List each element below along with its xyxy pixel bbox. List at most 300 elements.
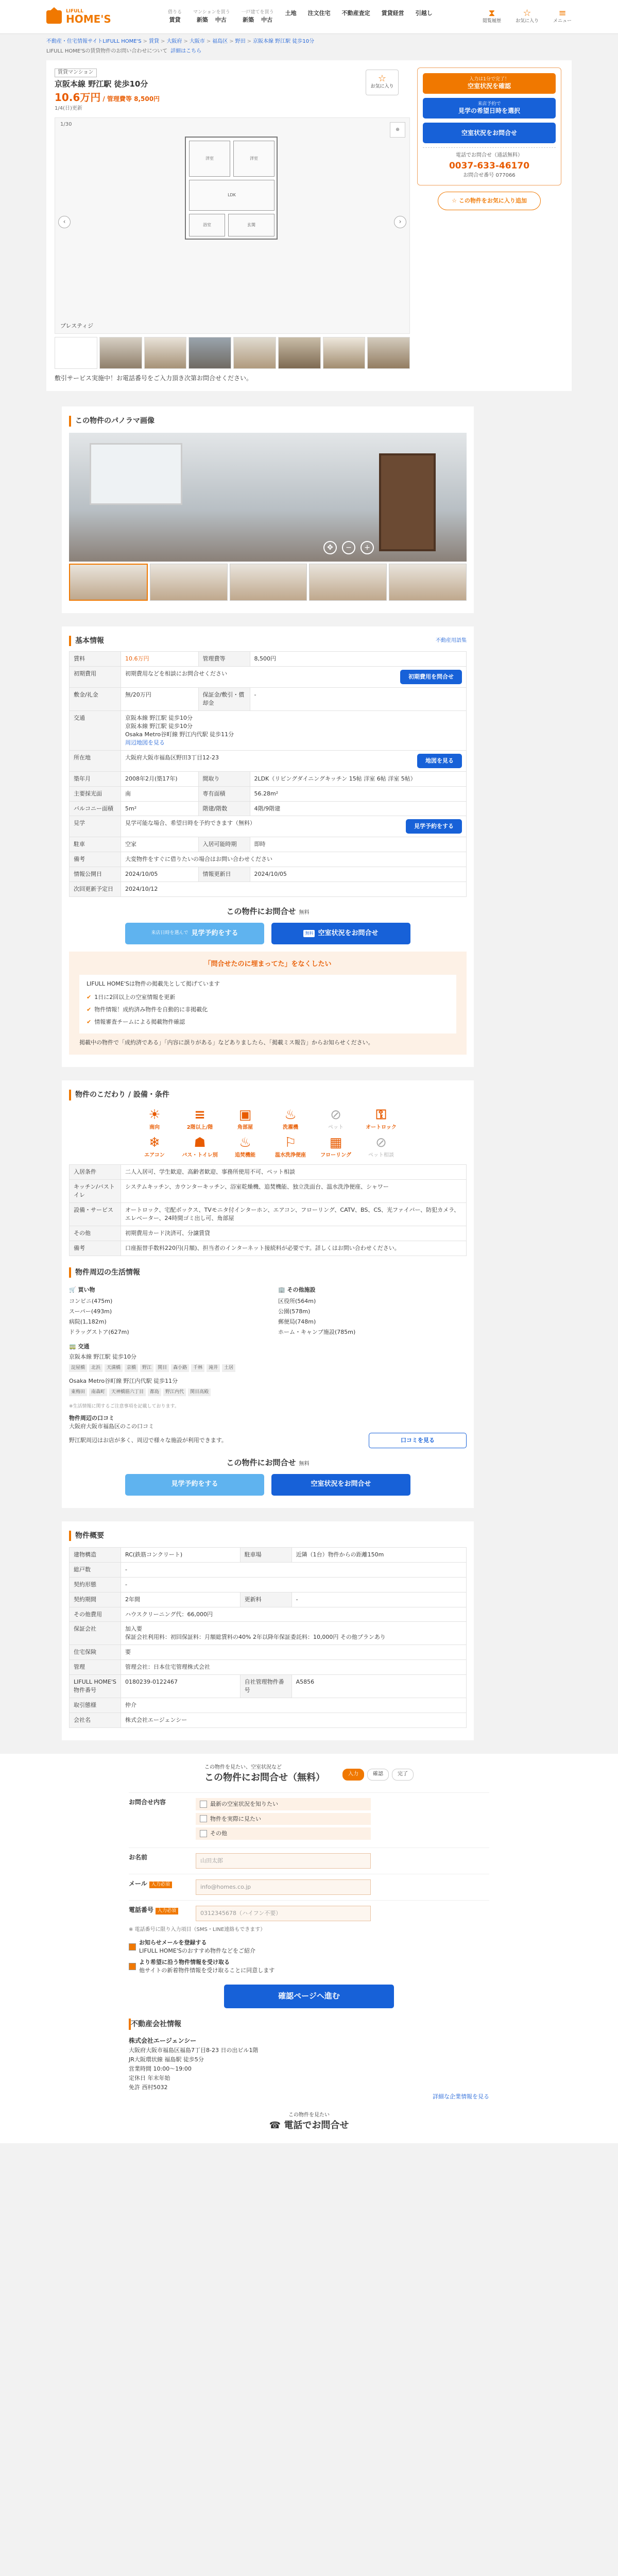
station-tag: 千林 (191, 1364, 204, 1372)
inquiry-checkbox[interactable] (196, 1798, 371, 1810)
feature-item (363, 1107, 399, 1131)
vacancy-inquiry-button[interactable] (271, 923, 410, 944)
btn-label: 空室状況をお問合せ (318, 929, 379, 937)
nav-link[interactable]: 中古 (215, 16, 227, 24)
checkbox-icon[interactable] (200, 1801, 207, 1808)
panorama-thumbnails (69, 564, 467, 601)
feature-icon: ≡ (194, 1107, 205, 1123)
row-label: 入居可能時期 (198, 837, 250, 852)
table-row (70, 771, 467, 786)
row-value (121, 1645, 467, 1660)
row-label: 契約期間 (70, 1592, 121, 1607)
row-value-text: オートロック、宅配ボックス、TVモニタ付インターホン、エアコン、フローリング、CATV、BS、CS、光ファイバー、防犯カメラ、エレベーター、24時間ゴミ出し可、角部屋 (125, 1207, 460, 1222)
inquiry-cta (69, 1458, 467, 1496)
inquiry-sidebar (417, 67, 561, 210)
thumbnail[interactable] (188, 337, 231, 369)
table-row (70, 1660, 467, 1675)
station-tag: 京橋 (125, 1364, 138, 1372)
field-label: お名前 (129, 1854, 148, 1861)
row-value (291, 1675, 466, 1698)
photo-gallery[interactable] (55, 117, 410, 334)
table-row (70, 867, 467, 882)
feature-icon: ⊘ (375, 1135, 387, 1151)
row-value (250, 867, 466, 882)
field-label: メール (129, 1880, 147, 1888)
row-action-button[interactable]: 見学予約をする (406, 819, 462, 834)
inquiry-checkbox[interactable] (196, 1813, 371, 1825)
row-value-text: 管理会社：日本住宅管理株式会社 (125, 1664, 210, 1671)
confirm-button[interactable] (224, 1985, 394, 2008)
table-row (70, 1592, 467, 1607)
glossary-link[interactable]: 不動産用語集 (436, 637, 467, 643)
field-label: お問合せ内容 (129, 1798, 166, 1806)
row-value (121, 1180, 467, 1203)
table-row (70, 1645, 467, 1660)
check-vacancy-button[interactable] (423, 73, 556, 94)
breadcrumb-link[interactable]: 大阪府 (166, 39, 182, 44)
btn-label: 空室状況をお問合せ (461, 129, 517, 137)
inquiry-form (0, 1754, 618, 2143)
step: 入力 (342, 1769, 364, 1781)
nav-link[interactable]: 土地 (285, 10, 297, 16)
thumbnail[interactable] (389, 564, 467, 601)
tip-item: ✔ 情報審査チームによる掲載物件確認 (87, 1016, 449, 1028)
row-value-text: 仲介 (125, 1702, 136, 1709)
nav-group (168, 9, 182, 24)
row-value-text: 8,500円 (254, 655, 277, 663)
form-note: ※ 電話番号に限り入力項目（SMS・LINE連絡もできます） (129, 1927, 266, 1933)
station-tags (69, 1387, 467, 1399)
facility-item: ドラッグストア(627m) (69, 1328, 129, 1335)
tip-heading: 「問合せたのに埋まってた」をなくしたい (204, 960, 332, 968)
reliability-notice (69, 952, 467, 1055)
row-label: 契約形態 (70, 1577, 121, 1592)
panorama-viewer[interactable] (69, 433, 467, 562)
row-value-text: RC(鉄筋コンクリート) (125, 1551, 183, 1558)
company-hours: 営業時間 10:00～19:00 (129, 2065, 192, 2073)
name-input[interactable]: 山田太郎 (196, 1853, 371, 1869)
facility-item: スーパー(493m) (69, 1308, 112, 1315)
btn-sub: 来店予約で (477, 101, 501, 107)
features-table (69, 1164, 467, 1256)
row-value (121, 1607, 467, 1622)
facility-item: 区役所(564m) (278, 1298, 316, 1305)
basic-info-section (62, 626, 474, 1067)
row-label: 次回更新予定日 (70, 882, 121, 897)
thumbnail[interactable] (367, 337, 410, 369)
nav-link[interactable]: 賃貸経営 (381, 10, 404, 16)
floor-plan-image (185, 137, 278, 240)
btn-label: 見学予約をする (171, 1480, 218, 1488)
table-row (70, 1607, 467, 1622)
row-label: 間取り (198, 771, 250, 786)
station-tags (69, 1363, 467, 1375)
row-label: 総戸数 (70, 1562, 121, 1577)
thumbnail[interactable] (230, 564, 307, 601)
checkbox-icon[interactable] (200, 1815, 207, 1822)
row-label: その他 (70, 1226, 121, 1241)
table-row (70, 801, 467, 816)
inquiry-checkbox[interactable] (196, 1827, 371, 1840)
thumbnail[interactable] (323, 337, 366, 369)
phone-title (129, 2119, 489, 2132)
panorama-controls (323, 541, 374, 554)
phone-title-text: 電話でお問合せ (284, 2120, 349, 2131)
move-icon[interactable]: ✥ (323, 541, 337, 554)
table-row (70, 816, 467, 837)
row-label: 所在地 (70, 750, 121, 771)
phone-section (129, 2112, 489, 2133)
breadcrumb-link[interactable]: 野田 (235, 39, 246, 44)
nav-link[interactable]: 中古 (261, 16, 273, 24)
row-value (121, 652, 199, 667)
row-label: 備考 (70, 852, 121, 867)
global-nav (168, 9, 433, 24)
shopping-list (69, 1296, 258, 1337)
checkbox-label: 最新の空室状況を知りたい (210, 1800, 278, 1807)
table-row (70, 1577, 467, 1592)
breadcrumb-link[interactable]: 大阪市 (189, 39, 205, 44)
rent-value: 10.6万円 (55, 91, 101, 104)
breadcrumb-separator: > (183, 39, 188, 44)
section-title: 基本情報 (69, 636, 104, 646)
feature-item (136, 1134, 173, 1159)
row-value (250, 786, 466, 801)
tip-intro: LIFULL HOME'Sは物件の掲載先として掲げています (87, 980, 220, 987)
feature-icon: ☀ (148, 1107, 161, 1123)
station-tag: 森小路 (171, 1364, 189, 1372)
row-value-text: 2024/10/05 (125, 871, 158, 878)
field-label: 電話番号 (129, 1906, 154, 1914)
building-icon: 🏢 (278, 1286, 287, 1294)
updated-date: 1/4(日)更新 (55, 105, 82, 111)
feature-icon: ♨ (239, 1135, 251, 1151)
form-options (129, 1937, 489, 1976)
row-value-text: 近隣（1台）物件からの距離150m (296, 1551, 384, 1558)
table-row (70, 786, 467, 801)
tel-caption: 電話でお問合せ（通話無料） (456, 152, 523, 158)
nav-link[interactable]: 新築 (243, 16, 254, 24)
row-action-button[interactable]: 初期費用を問合せ (400, 670, 462, 684)
feature-icon: ☗ (194, 1135, 206, 1151)
station-tag: 土居 (222, 1364, 235, 1372)
category-label: 買い物 (78, 1286, 95, 1294)
form-steps (342, 1769, 414, 1781)
panorama-section (62, 406, 474, 613)
nav-link[interactable]: 賃貸 (169, 16, 181, 24)
row-value (121, 1698, 467, 1713)
gallery-prev-button[interactable] (58, 216, 71, 228)
breadcrumb-separator: > (161, 39, 165, 44)
review-text: 野江駅周辺はお店が多く、周辺で様々な施設が利用できます。 (69, 1436, 227, 1444)
option-more-info[interactable] (129, 1957, 489, 1976)
btn-label: 見学の希望日時を選択 (458, 107, 520, 115)
table-row (70, 1180, 467, 1203)
row-value (121, 852, 467, 867)
row-value-text: 2LDK（リビングダイニングキッチン 15帖 洋室 6帖 洋室 5帖） (254, 775, 416, 782)
option-label: お知らせメールを登録する (139, 1939, 207, 1946)
nav-row (342, 9, 370, 18)
row-value-text: ハウスクリーニング代：66,000円 (125, 1611, 213, 1618)
thumbnail[interactable] (309, 564, 387, 601)
room-label: 洋室 (233, 141, 274, 177)
zoom-in-icon[interactable]: + (360, 541, 374, 554)
row-label: 見学 (70, 816, 121, 837)
notice-link[interactable]: 詳細はこちら (170, 48, 202, 54)
transit-line: Osaka Metro谷町線 野江内代駅 徒歩11分 (69, 1377, 178, 1384)
cta-free: 無料 (299, 910, 310, 916)
row-value (121, 1547, 241, 1562)
outline-section (62, 1521, 474, 1740)
review-title: 物件周辺の口コミ (69, 1414, 114, 1421)
row-label: 敷金/礼金 (70, 688, 121, 711)
breadcrumb-link[interactable]: 賃貸 (149, 39, 160, 44)
facility-item: 病院(1,182m) (69, 1318, 107, 1326)
row-value-text: - (296, 1596, 298, 1603)
btn-label: 見学予約をする (191, 929, 238, 937)
add-favorite-button[interactable] (438, 192, 541, 210)
facility-item: ホーム・キャンプ施設(785m) (278, 1328, 356, 1335)
facility-item: 公園(578m) (278, 1308, 311, 1315)
row-value (250, 801, 466, 816)
row-value-text: 無/20万円 (125, 691, 151, 699)
row-value (121, 1592, 241, 1607)
section-title: 物件周辺の生活情報 (69, 1267, 467, 1278)
nav-row (308, 9, 331, 18)
nav-link[interactable]: 引越し (415, 10, 433, 16)
cta-title: この物件にお問合せ (226, 1458, 296, 1467)
vacancy-inquiry-button[interactable] (271, 1474, 410, 1496)
photo-caption: プレスティジ (60, 323, 94, 330)
company-info (129, 2019, 489, 2102)
feature-item (272, 1134, 308, 1159)
section-title: 不動産会社情報 (129, 2019, 489, 2030)
vacancy-inquiry-button[interactable] (423, 123, 556, 143)
breadcrumb-link[interactable]: 福島区 (212, 39, 228, 44)
row-value-text: 株式会社エージェンシー (125, 1717, 187, 1724)
row-label: 備考 (70, 1241, 121, 1256)
row-value-text: - (125, 1581, 127, 1588)
form-title: この物件にお問合せ（無料） (204, 1772, 325, 1784)
feature-label: バス・トイレ別 (182, 1152, 218, 1158)
phone-input[interactable]: 0312345678（ハイフン不要） (196, 1906, 371, 1921)
site-logo[interactable] (46, 9, 154, 24)
row-label: 保証会社 (70, 1622, 121, 1645)
row-value-text: 56.28m² (254, 790, 279, 797)
thumbnail[interactable] (150, 564, 228, 601)
property-summary (46, 60, 572, 391)
header-icon-button[interactable] (516, 9, 539, 25)
inquiry-cta (69, 906, 467, 944)
row-label: LIFULL HOME'S物件番号 (70, 1675, 121, 1698)
row-value-text: - (125, 1566, 127, 1573)
breadcrumb (46, 34, 572, 46)
nav-link[interactable]: 不動産査定 (341, 10, 370, 16)
required-badge: 入力必須 (149, 1882, 172, 1888)
nav-group (382, 9, 404, 24)
station-tag: 天神橋筋六丁目 (109, 1388, 146, 1396)
table-row (70, 710, 467, 750)
row-value (121, 867, 199, 882)
station-tag: 関目高殿 (188, 1388, 211, 1396)
row-value (121, 816, 467, 837)
thumbnail[interactable] (99, 337, 142, 369)
row-value (121, 710, 467, 750)
breadcrumb-separator: > (206, 39, 211, 44)
thumbnail[interactable] (233, 337, 276, 369)
company-address: 大阪府大阪市福島区福島7丁目8-23 日の出ビル1階 (129, 2047, 259, 2054)
station-tag: 滝井 (207, 1364, 220, 1372)
thumbnail[interactable] (69, 564, 148, 601)
transit-title: 交通 (78, 1343, 90, 1350)
row-value (121, 750, 467, 771)
row-value-text: 2年間 (125, 1596, 140, 1603)
thumbnail[interactable] (144, 337, 187, 369)
header-icon: ≡ (558, 7, 566, 19)
breadcrumb-separator: > (229, 39, 234, 44)
see-reviews-button[interactable] (369, 1433, 467, 1448)
nav-link[interactable]: 注文住宅 (307, 10, 331, 16)
table-row (70, 882, 467, 897)
visit-schedule-button[interactable] (423, 98, 556, 118)
zoom-button[interactable] (390, 122, 405, 138)
row-value (121, 771, 199, 786)
visit-reserve-button[interactable] (125, 923, 264, 944)
table-row (70, 750, 467, 771)
property-type-tag: 賃貸マンション (55, 69, 97, 77)
favorite-button[interactable] (366, 70, 399, 95)
option-newsletter[interactable] (129, 1937, 489, 1957)
life-info (69, 1284, 467, 1337)
company-detail-link[interactable]: 詳細な企業情報を見る (433, 2093, 489, 2100)
table-row (70, 1241, 467, 1256)
panorama-door (379, 453, 436, 551)
step: 完了 (392, 1769, 414, 1781)
table-row (70, 1165, 467, 1180)
row-value (291, 1592, 466, 1607)
header-icon-button[interactable] (553, 9, 572, 25)
feature-label: ペット相談 (368, 1152, 394, 1158)
breadcrumb-link[interactable]: 京阪本線 野江駅 徒歩10分 (253, 39, 315, 44)
row-value-text: 初期費用カード決済可、分譲賃貸 (125, 1230, 210, 1237)
room-label: LDK (189, 180, 274, 211)
section-title: 物件のこだわり / 設備・条件 (69, 1090, 467, 1100)
facility-item: 郵便局(748m) (278, 1318, 316, 1326)
feature-item (182, 1134, 218, 1159)
feature-icon: ♨ (284, 1107, 297, 1123)
nav-row (169, 16, 181, 24)
feature-label: 2階以上/階 (186, 1124, 213, 1130)
room-label: 玄関 (228, 214, 274, 236)
promo-text: 敷引サービス実施中！お電話番号をご入力頂き次第お問合せください。 (55, 375, 253, 382)
row-value (121, 1660, 467, 1675)
header-icon-button[interactable] (483, 9, 501, 25)
checkbox-icon[interactable] (200, 1830, 207, 1837)
visit-reserve-button[interactable] (125, 1474, 264, 1496)
row-label: 情報公開日 (70, 867, 121, 882)
feature-icon: ⚐ (284, 1135, 297, 1151)
feature-item (318, 1107, 354, 1131)
checkbox-checked-icon[interactable] (129, 1943, 136, 1951)
company-holiday: 定休日 年末年始 (129, 2075, 170, 2082)
row-label: バルコニー面積 (70, 801, 121, 816)
row-value-text: 大変物件をすぐに借りたいの場合はお問い合わせください (125, 856, 272, 863)
row-value (121, 882, 467, 897)
cta-free: 無料 (299, 1461, 310, 1467)
row-label: 交通 (70, 710, 121, 750)
row-label: 会社名 (70, 1713, 121, 1728)
row-value (121, 1622, 467, 1645)
row-label: 管理費等 (198, 652, 250, 667)
gallery-next-button[interactable] (394, 216, 406, 228)
nav-link[interactable]: 新築 (196, 16, 208, 24)
form-header (129, 1764, 489, 1785)
row-label: 建物構造 (70, 1547, 121, 1562)
nav-row (285, 9, 297, 18)
row-value-text: A5856 (296, 1679, 315, 1686)
row-label: 管理 (70, 1660, 121, 1675)
row-value-text: 0180239-0122467 (125, 1679, 178, 1686)
site-header (0, 0, 618, 34)
nav-row (243, 16, 272, 24)
btn-label: 口コミを見る (401, 1436, 435, 1444)
basic-info-table (69, 651, 467, 897)
thumbnail[interactable] (55, 337, 97, 369)
checkbox-checked-icon[interactable] (129, 1963, 136, 1970)
row-label: 取引態様 (70, 1698, 121, 1713)
cta-title: この物件にお問合せ (226, 907, 296, 917)
row-value-text: 2024/10/05 (254, 871, 287, 878)
transit-heading (69, 1343, 467, 1351)
checkbox-label: その他 (210, 1830, 227, 1837)
feature-item (227, 1107, 263, 1131)
email-input[interactable]: info@homes.co.jp (196, 1879, 371, 1895)
room-label: 洋室 (189, 141, 230, 177)
row-label: 更新料 (240, 1592, 291, 1607)
option-sub: 他サイトの新着物件情報を受け取ることに同意します (139, 1967, 275, 1974)
header-icon-label: メニュー (553, 18, 572, 24)
section-title: この物件のパノラマ画像 (69, 416, 467, 426)
tip-item: ✔ 物件情報！成約済み物件を自動的に非掲載化 (87, 1004, 449, 1016)
zoom-out-icon[interactable]: − (342, 541, 355, 554)
row-value-text: 加入要 保証会社利用料：初回保証料：月額総賃料の40% 2年以降年保証委託料：10,000円 その他プランあり (125, 1625, 386, 1641)
row-value-text: - (254, 691, 256, 699)
category-label: その他施設 (287, 1286, 316, 1294)
house-logo-icon (46, 10, 62, 24)
feature-icon: ▣ (238, 1107, 252, 1123)
header-icons (483, 9, 572, 25)
station-tag: 東梅田 (69, 1388, 87, 1396)
row-value-text: 要 (125, 1649, 131, 1656)
map-link[interactable]: 周辺地図を見る (125, 739, 165, 746)
transit-info (69, 1343, 467, 1399)
row-label: 駐車 (70, 837, 121, 852)
feature-label: 角部屋 (237, 1124, 253, 1130)
row-label: 築年月 (70, 771, 121, 786)
feature-item (227, 1134, 263, 1159)
breadcrumb-link[interactable]: 不動産・住宅情報サイトLIFULL HOME'S (46, 39, 142, 44)
row-value-text: 2008年2月(築17年) (125, 775, 178, 782)
tel-number[interactable]: 0037-633-46170 (449, 160, 530, 171)
table-row (70, 652, 467, 667)
station-tag: 関目 (156, 1364, 169, 1372)
review-caption: ※生活情報に関するご注意事項を記載しております。 (69, 1403, 179, 1409)
checkbox-label: 物件を実際に見たい (210, 1815, 261, 1822)
row-value (121, 837, 199, 852)
row-action-button[interactable]: 地図を見る (417, 754, 462, 768)
step: 確認 (367, 1769, 389, 1781)
thumbnail[interactable] (278, 337, 321, 369)
